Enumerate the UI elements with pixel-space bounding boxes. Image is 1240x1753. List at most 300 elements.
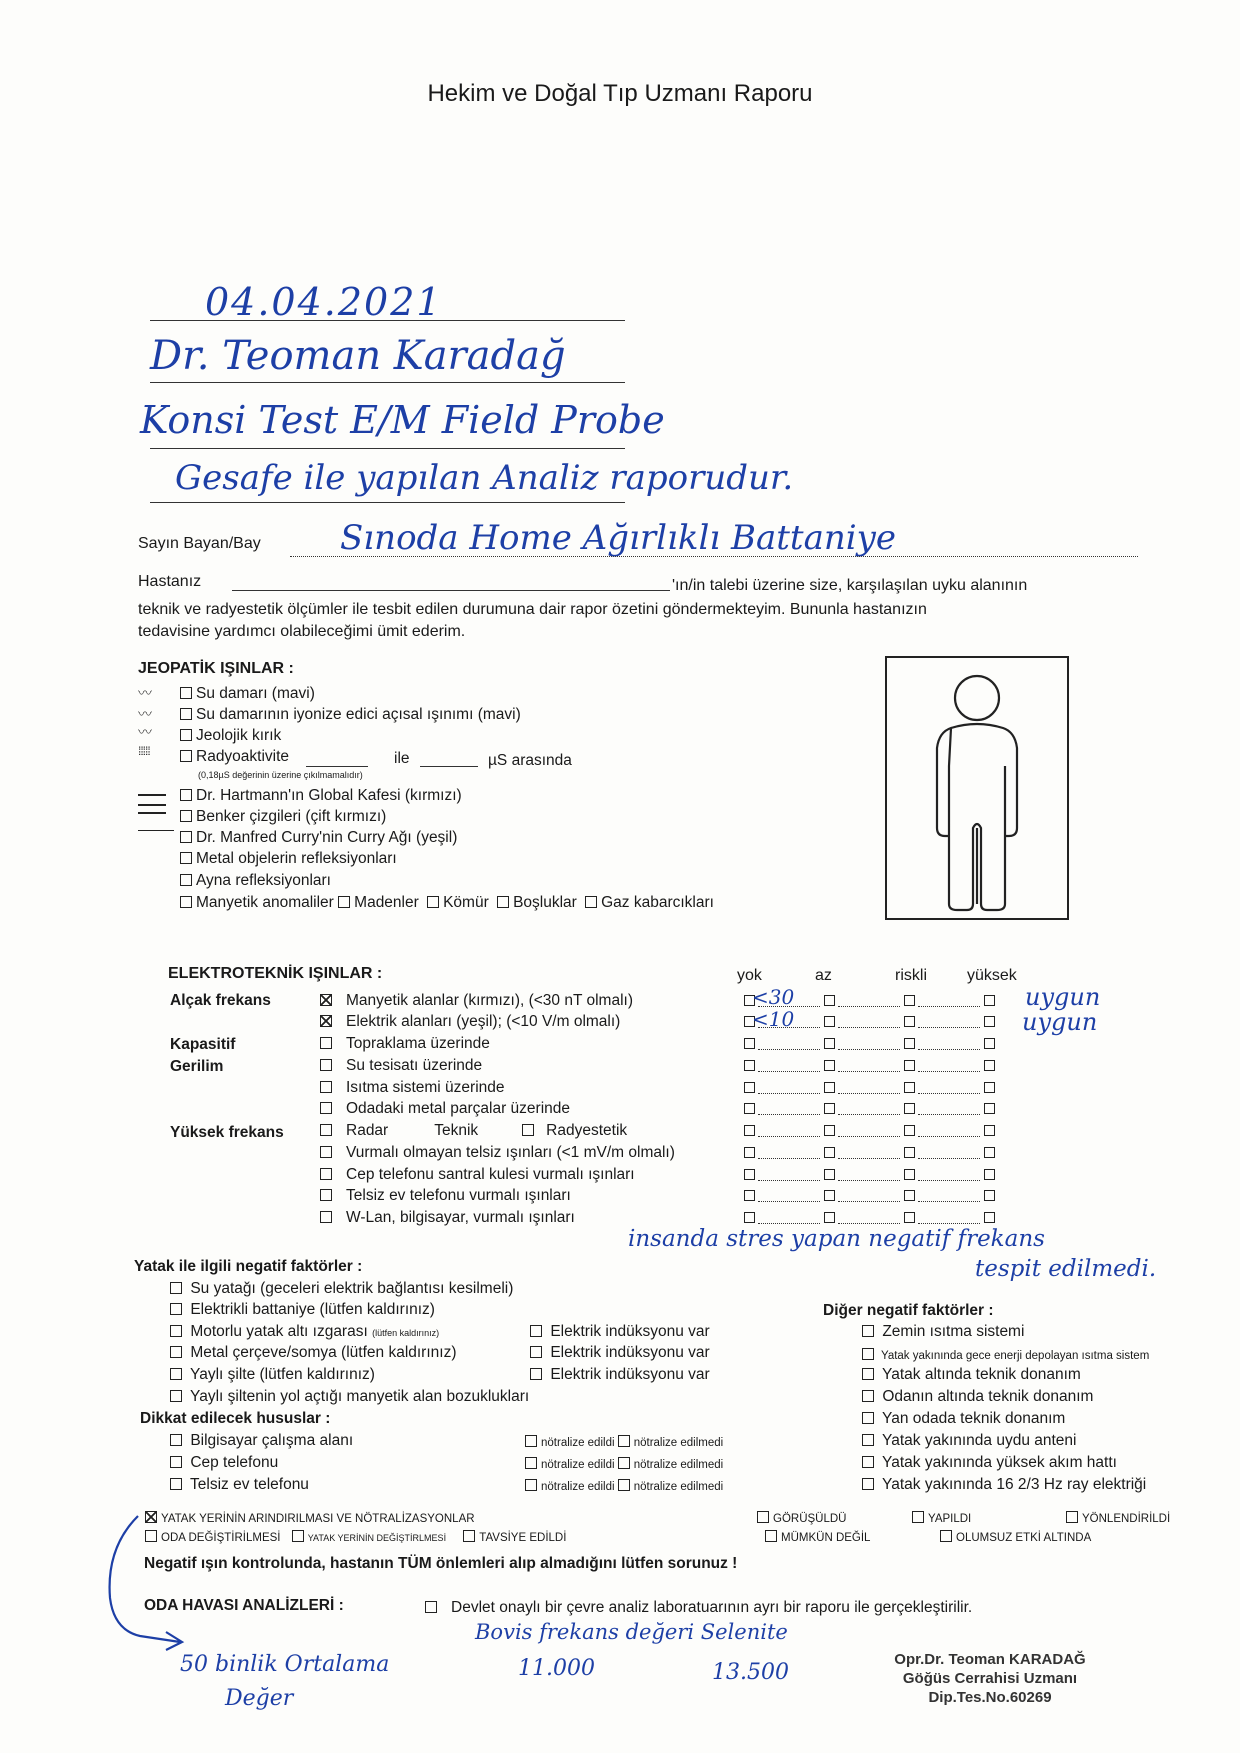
doctor-stamp (870, 1650, 1110, 1707)
radyo-blank-2 (420, 766, 478, 767)
level-checkbox[interactable] (744, 1169, 755, 1180)
elektro-row (320, 1035, 490, 1053)
header-underline-1 (150, 320, 625, 321)
checkbox[interactable] (618, 1435, 630, 1447)
dotted-leader (918, 1071, 980, 1072)
dotted-leader (838, 1027, 900, 1028)
dotted-leader (838, 1158, 900, 1159)
item-label: Su damarı (mavi) (196, 685, 315, 702)
yatak-heading-text: Yatak ile ilgili negatif faktörler (134, 1258, 353, 1275)
level-checkbox[interactable] (824, 1212, 835, 1223)
level-checkbox[interactable] (744, 1147, 755, 1158)
dotted-leader (918, 1027, 980, 1028)
level-checkbox[interactable] (984, 1082, 995, 1093)
hw-value-2: 13.500 (712, 1660, 789, 1685)
item-label: Cep telefonu (190, 1454, 279, 1471)
checkbox[interactable] (170, 1434, 182, 1446)
dotted-leader (758, 1158, 820, 1159)
geopatik-item (180, 727, 281, 745)
double-line-symbol (138, 804, 166, 814)
item-label: Elektrik indüksyonu var (550, 1344, 710, 1361)
header-underline-4 (150, 502, 625, 503)
level-checkbox[interactable] (904, 1190, 915, 1201)
diger-item (862, 1388, 1093, 1406)
checkbox[interactable] (338, 896, 350, 908)
col-riskli: riskli (895, 967, 927, 984)
dikkat-heading-text: Dikkat edilecek hususlar (140, 1410, 321, 1427)
dotted-leader (838, 1136, 900, 1137)
elektro-row (320, 992, 633, 1010)
dotted-leader (918, 1114, 980, 1115)
oda-havasi-label: ODA HAVASI ANALİZLERİ : (144, 1597, 344, 1614)
checkbox[interactable] (912, 1511, 924, 1523)
level-checkbox[interactable] (824, 1125, 835, 1136)
elektro-row-label: Elektrik alanları (yeşil); (<10 V/m olmalı) (346, 1013, 621, 1030)
line-symbol (138, 826, 174, 831)
radyo-blank-1 (306, 766, 368, 767)
geopatik-item (180, 685, 315, 703)
checkbox[interactable] (170, 1478, 182, 1490)
elektro-row (320, 1187, 571, 1205)
level-checkbox[interactable] (824, 1190, 835, 1201)
handwritten-doctor: Dr. Teoman Karadağ (150, 333, 566, 379)
checkbox[interactable] (170, 1282, 182, 1294)
level-checkbox[interactable] (984, 1125, 995, 1136)
diger-item (862, 1410, 1065, 1428)
dikkat-item (170, 1454, 278, 1472)
induksiyon-item (530, 1323, 710, 1341)
elektro-row-label: Radar (346, 1122, 389, 1139)
dotted-leader (918, 1136, 980, 1137)
checkbox[interactable] (170, 1390, 182, 1402)
elektro-row-label: Manyetik alanlar (kırmızı), (<30 nT olmalı) (346, 992, 633, 1009)
diger-item (862, 1323, 1024, 1341)
level-checkbox[interactable] (744, 1190, 755, 1201)
level-checkbox[interactable] (744, 1082, 755, 1093)
radyo-unit: µS arasında (488, 752, 572, 769)
human-figure-icon (887, 658, 1067, 918)
checkbox[interactable] (427, 896, 439, 908)
checkbox[interactable] (180, 687, 192, 699)
body-diagram (885, 656, 1069, 920)
checkbox[interactable] (530, 1368, 542, 1380)
neutral-no-label: nötralize edilmedi (633, 1459, 724, 1471)
diger-item (862, 1454, 1117, 1472)
item-label: Kömür (443, 894, 489, 911)
item-label: Su damarının iyonize edici açısal ışınımı (mavi) (196, 706, 521, 723)
induksiyon-item (530, 1366, 710, 1384)
dotted-leader (758, 1180, 820, 1181)
item-note: (lütfen kaldırınız) (372, 1328, 440, 1338)
item-label: Yaylı şilte (lütfen kaldırınız) (190, 1366, 375, 1383)
intro-line3: tedavisine yardımcı olabileceğimi ümit ederim. (138, 623, 466, 640)
checkbox-checked[interactable] (320, 1015, 332, 1027)
level-checkbox[interactable] (984, 1190, 995, 1201)
dotted-leader (838, 1201, 900, 1202)
oda-havasi-desc: Devlet onaylı bir çevre analiz laboratuarının ayrı bir raporu ile gerçekleştirilir. (451, 1599, 973, 1616)
checkbox[interactable] (170, 1456, 182, 1468)
item-label: Manyetik anomaliler (196, 894, 334, 911)
checkbox[interactable] (530, 1346, 542, 1358)
checkbox[interactable] (530, 1325, 542, 1337)
geopatik-item (180, 850, 397, 868)
elektro-row (320, 1122, 627, 1140)
checkbox[interactable] (525, 1457, 537, 1469)
elektro-row (320, 1013, 620, 1031)
stamp-line-3: Dip.Tes.No.60269 (928, 1689, 1052, 1706)
yatak-item (170, 1388, 529, 1406)
option-label: YATAK YERİNİN DEĞİŞTİRLMESİ (307, 1533, 447, 1543)
dotted-leader (918, 1180, 980, 1181)
group-gerilim: Gerilim (170, 1058, 224, 1075)
neutral-yes-label: nötralize edildi (541, 1459, 615, 1471)
item-label: Bilgisayar çalışma alanı (190, 1432, 354, 1449)
hw-value-10: <10 (752, 1007, 795, 1031)
neutral-row (525, 1479, 723, 1493)
item-label: Yatak yakınında gece enerji depolayan ısıtma sistem (881, 1350, 1150, 1362)
checkbox[interactable] (862, 1348, 874, 1360)
checkbox[interactable] (170, 1368, 182, 1380)
dotted-leader (758, 1114, 820, 1115)
elektro-heading: ELEKTROTEKNİK IŞINLAR : (168, 965, 383, 982)
item-label: Yatak yakınında 16 2/3 Hz ray elektriği (882, 1476, 1147, 1493)
yatak-item (170, 1366, 375, 1384)
arindirma-right-top-3 (1066, 1511, 1170, 1525)
wave-symbol: 〰 (138, 706, 151, 722)
diger-item (862, 1432, 1077, 1450)
line-symbol (138, 784, 166, 796)
checkbox[interactable] (180, 874, 192, 886)
dikkat-item (170, 1476, 309, 1494)
hw-left-1: 50 binlik Ortalama (180, 1652, 390, 1677)
option-label: MÜMKÜN DEĞİL (781, 1532, 871, 1544)
hw-uygun-1: uygun (1025, 983, 1101, 1011)
geopatik-item (180, 787, 462, 805)
intro-blank-line (232, 590, 670, 591)
level-checkbox[interactable] (904, 1147, 915, 1158)
level-checkbox[interactable] (984, 1038, 995, 1049)
checkbox[interactable] (180, 729, 192, 741)
wave-symbol: 〰 (138, 685, 151, 701)
level-checkbox[interactable] (904, 1038, 915, 1049)
checkbox[interactable] (180, 831, 192, 843)
geopatik-item (180, 829, 457, 847)
checkbox[interactable] (180, 852, 192, 864)
dotted-leader (918, 1049, 980, 1050)
elektro-row-label: Telsiz ev telefonu vurmalı ışınları (346, 1187, 571, 1204)
page-title: Hekim ve Doğal Tıp Uzmanı Raporu (427, 80, 813, 107)
dotted-leader (918, 1201, 980, 1202)
neutral-yes-label: nötralize edildi (541, 1437, 615, 1449)
dotted-leader (918, 1158, 980, 1159)
yatak-heading: Yatak ile ilgili negatif faktörler : (134, 1258, 363, 1275)
elektro-row (320, 1079, 505, 1097)
header-underline-3 (150, 448, 625, 449)
option-label: GÖRÜŞÜLDÜ (773, 1513, 847, 1525)
level-checkbox[interactable] (984, 1169, 995, 1180)
level-checkbox[interactable] (904, 1082, 915, 1093)
checkbox[interactable] (320, 1059, 332, 1071)
warning-text: Negatif ışın kontrolunda, hastanın TÜM önlemleri alıp almadığını lütfen sorunuz ! (144, 1555, 738, 1572)
checkbox[interactable] (757, 1511, 769, 1523)
level-checkbox[interactable] (904, 1103, 915, 1114)
level-checkbox[interactable] (824, 1016, 835, 1027)
hand-drawn-arrow-icon (100, 1508, 190, 1658)
checkbox[interactable] (862, 1478, 874, 1490)
group-yuksek: Yüksek frekans (170, 1124, 284, 1141)
checkbox[interactable] (585, 896, 597, 908)
checkbox[interactable] (862, 1368, 874, 1380)
hw-value-1: 11.000 (518, 1656, 595, 1681)
diger-item (862, 1366, 1081, 1384)
checkbox[interactable] (862, 1412, 874, 1424)
item-label: Elektrik indüksyonu var (550, 1366, 710, 1383)
level-checkbox[interactable] (904, 1060, 915, 1071)
checkbox[interactable] (765, 1530, 777, 1542)
item-label: Madenler (354, 894, 419, 911)
checkbox[interactable] (618, 1457, 630, 1469)
neutral-no-label: nötralize edilmedi (633, 1437, 724, 1449)
item-label: Motorlu yatak altı ızgarası (190, 1323, 368, 1340)
item-label: Su yatağı (geceleri elektrik bağlantısı kesilmeli) (190, 1280, 514, 1297)
handwritten-date: 04.04.2021 (205, 280, 443, 324)
checkbox[interactable] (497, 896, 509, 908)
option-label: YAPILDI (928, 1513, 972, 1525)
hw-note-1: insanda stres yapan negatif frekans (628, 1226, 1045, 1252)
elektro-row-label: Vurmalı olmayan telsiz ışınları (<1 mV/m olmalı) (346, 1144, 675, 1161)
option-label: TAVSİYE EDİLDİ (479, 1532, 567, 1544)
neutral-row (525, 1435, 723, 1449)
checkbox[interactable] (862, 1390, 874, 1402)
yatak-item (170, 1323, 439, 1341)
item-label: Yatak yakınında yüksek akım hattı (882, 1454, 1117, 1471)
handwritten-device: Konsi Test E/M Field Probe (140, 398, 665, 442)
hw-note-2: tespit edilmedi. (975, 1256, 1157, 1282)
geopatik-item (180, 808, 386, 826)
checkbox[interactable] (522, 1124, 534, 1136)
level-checkbox[interactable] (744, 1103, 755, 1114)
level-checkbox[interactable] (904, 1169, 915, 1180)
dotted-leader (838, 1049, 900, 1050)
level-checkbox[interactable] (904, 1125, 915, 1136)
dotted-leader (758, 1093, 820, 1094)
elektro-row (320, 1144, 675, 1162)
item-label: Gaz kabarcıkları (601, 894, 714, 911)
radar-radyestetik-label: Radyestetik (546, 1122, 628, 1139)
level-checkbox[interactable] (824, 995, 835, 1006)
dotted-leader (758, 1136, 820, 1137)
dotted-leader (758, 1223, 820, 1224)
option-label: ODA DEĞİŞTİRİLMESİ (161, 1532, 281, 1544)
checkbox[interactable] (525, 1435, 537, 1447)
arindirma-right-top-2 (912, 1511, 971, 1525)
checkbox[interactable] (320, 1037, 332, 1049)
item-label: Yatak altında teknik donanım (882, 1366, 1081, 1383)
checkbox[interactable] (180, 789, 192, 801)
induksiyon-item (530, 1344, 710, 1362)
oda-havasi-text (425, 1599, 972, 1617)
dotted-leader (918, 1093, 980, 1094)
dotted-leader (838, 1093, 900, 1094)
group-alcak: Alçak frekans (170, 992, 271, 1009)
item-label: Dr. Hartmann'ın Global Kafesi (kırmızı) (196, 787, 462, 804)
elektro-row-label: Cep telefonu santral kulesi vurmalı ışınları (346, 1166, 635, 1183)
checkbox[interactable] (463, 1530, 475, 1542)
level-checkbox[interactable] (984, 995, 995, 1006)
item-label: Elektrikli battaniye (lütfen kaldırınız) (190, 1301, 435, 1318)
item-label: Yan odada teknik donanım (882, 1410, 1066, 1427)
level-checkbox[interactable] (904, 1212, 915, 1223)
item-label: Ayna refleksiyonları (196, 872, 331, 889)
elektro-row (320, 1166, 635, 1184)
geopatik-item-radyo (180, 748, 289, 766)
checkbox[interactable] (320, 1081, 332, 1093)
item-label: Metal objelerin refleksiyonları (196, 850, 397, 867)
yatak-item (170, 1344, 457, 1362)
checkbox[interactable] (320, 1124, 332, 1136)
col-yok: yok (737, 967, 762, 984)
radyo-ile: ile (394, 750, 410, 767)
diger-heading: Diğer negatif faktörler : (823, 1302, 994, 1319)
checkbox[interactable] (320, 1168, 332, 1180)
checkbox[interactable] (320, 1102, 332, 1114)
neutral-row (525, 1457, 723, 1471)
checkbox[interactable] (320, 1146, 332, 1158)
checkbox[interactable] (180, 896, 192, 908)
item-label: Boşluklar (513, 894, 577, 911)
elektro-row (320, 1100, 570, 1118)
checkbox[interactable] (862, 1456, 874, 1468)
arindirma-options-left (145, 1530, 566, 1544)
dikkat-item (170, 1432, 353, 1450)
intro-line1: 'ın/in talebi üzerine size, karşılaşılan uyku alanının (672, 577, 1028, 594)
level-checkbox[interactable] (904, 995, 915, 1006)
checkbox[interactable] (320, 1211, 332, 1223)
checkbox[interactable] (525, 1479, 537, 1491)
level-checkbox[interactable] (744, 1038, 755, 1049)
arindirma-label: YATAK YERİNİN ARINDIRILMASI VE NÖTRALİZASYONLAR (161, 1513, 475, 1525)
hw-value-30: <30 (752, 985, 795, 1009)
geopatik-heading: JEOPATİK IŞINLAR : (138, 660, 294, 677)
level-checkbox[interactable] (824, 1169, 835, 1180)
greeting-label: Sayın Bayan/Bay (138, 535, 261, 552)
checkbox[interactable] (862, 1434, 874, 1446)
elektro-row-label: W-Lan, bilgisayar, vurmalı ışınları (346, 1209, 575, 1226)
level-checkbox[interactable] (984, 1060, 995, 1071)
yatak-item (170, 1301, 435, 1319)
checkbox[interactable] (180, 810, 192, 822)
level-checkbox[interactable] (984, 1147, 995, 1158)
dotted-leader (758, 1071, 820, 1072)
checkbox[interactable] (180, 750, 192, 762)
elektro-row-label: Topraklama üzerinde (346, 1035, 490, 1052)
diger-item (862, 1348, 1149, 1362)
checkbox[interactable] (862, 1325, 874, 1337)
stamp-line-1: Opr.Dr. Teoman KARADAĞ (894, 1651, 1086, 1668)
level-checkbox[interactable] (744, 1125, 755, 1136)
level-checkbox[interactable] (824, 1103, 835, 1114)
radyo-note: (0,18µS değerinin üzerine çıkılmamalıdır) (198, 770, 363, 780)
level-checkbox[interactable] (824, 1060, 835, 1071)
item-label: Odanın altında teknik donanım (882, 1388, 1094, 1405)
arindirma-right-top-1 (757, 1511, 846, 1525)
dotted-leader (838, 1223, 900, 1224)
dotted-leader (838, 1180, 900, 1181)
arindirma-right-bottom-2 (940, 1530, 1091, 1544)
level-checkbox[interactable] (744, 1060, 755, 1071)
checkbox[interactable] (170, 1346, 182, 1358)
intro-hastaniz: Hastanız (138, 573, 202, 590)
item-label: Zemin ısıtma sistemi (882, 1323, 1025, 1340)
checkbox[interactable] (320, 1189, 332, 1201)
checkbox[interactable] (618, 1479, 630, 1491)
dotted-leader (918, 1006, 980, 1007)
checkbox[interactable] (170, 1303, 182, 1315)
level-checkbox[interactable] (904, 1016, 915, 1027)
double-wave-symbol: 〰 (138, 724, 151, 740)
level-checkbox[interactable] (824, 1082, 835, 1093)
elektro-row-label: Su tesisatı üzerinde (346, 1057, 483, 1074)
elektro-row-label: Odadaki metal parçalar üzerinde (346, 1100, 571, 1117)
item-label: Radyoaktivite (196, 748, 290, 765)
dikkat-heading: Dikkat edilecek hususlar : (140, 1410, 331, 1427)
group-kapasitif: Kapasitif (170, 1036, 236, 1053)
checkbox[interactable] (940, 1530, 952, 1542)
elektro-row (320, 1057, 482, 1075)
level-checkbox[interactable] (984, 1103, 995, 1114)
neutral-yes-label: nötralize edildi (541, 1481, 615, 1493)
checkbox[interactable] (292, 1530, 304, 1542)
checkbox[interactable] (170, 1325, 182, 1337)
dotted-leader (838, 1006, 900, 1007)
level-checkbox[interactable] (824, 1038, 835, 1049)
dotted-leader (838, 1114, 900, 1115)
handwritten-patient: Sınoda Home Ağırlıklı Battaniye (340, 518, 896, 558)
item-label: Elektrik indüksyonu var (550, 1323, 710, 1340)
col-az: az (815, 967, 832, 984)
dotted-leader (758, 1049, 820, 1050)
item-label: Yaylı şiltenin yol açtığı manyetik alan bozuklukları (190, 1388, 530, 1405)
header-underline-2 (150, 382, 625, 383)
col-yuksek: yüksek (967, 967, 1017, 984)
level-checkbox[interactable] (744, 1212, 755, 1223)
option-label: OLUMSUZ ETKİ ALTINDA (956, 1532, 1092, 1544)
dotted-leader (758, 1201, 820, 1202)
checkbox[interactable] (1066, 1511, 1078, 1523)
stamp-line-2: Göğüs Cerrahisi Uzmanı (902, 1670, 1078, 1687)
arindirma-main (145, 1511, 475, 1525)
level-checkbox[interactable] (824, 1147, 835, 1158)
hw-uygun-2: uygun (1022, 1008, 1098, 1036)
checkbox[interactable] (425, 1601, 437, 1613)
elektro-row-label: Isıtma sistemi üzerinde (346, 1079, 505, 1096)
dotted-leader (838, 1071, 900, 1072)
item-label: Telsiz ev telefonu (190, 1476, 309, 1493)
neutral-no-label: nötralize edilmedi (633, 1481, 724, 1493)
checkbox-checked[interactable] (320, 994, 332, 1006)
item-label: Yatak yakınında uydu anteni (882, 1432, 1077, 1449)
level-checkbox[interactable] (984, 1016, 995, 1027)
yatak-item (170, 1280, 513, 1298)
checkbox[interactable] (180, 708, 192, 720)
diger-heading-text: Diğer negatif faktörler (823, 1302, 985, 1319)
geopatik-item (180, 706, 521, 724)
intro-line2: teknik ve radyestetik ölçümler ile tesbit edilen durumuna dair rapor özetini göndermekteyim. Bununla hastanızın (138, 601, 927, 618)
dotted-leader (918, 1223, 980, 1224)
item-label: Benker çizgileri (çift kırmızı) (196, 808, 387, 825)
level-checkbox[interactable] (984, 1212, 995, 1223)
option-label: YÖNLENDİRİLDİ (1082, 1513, 1171, 1525)
